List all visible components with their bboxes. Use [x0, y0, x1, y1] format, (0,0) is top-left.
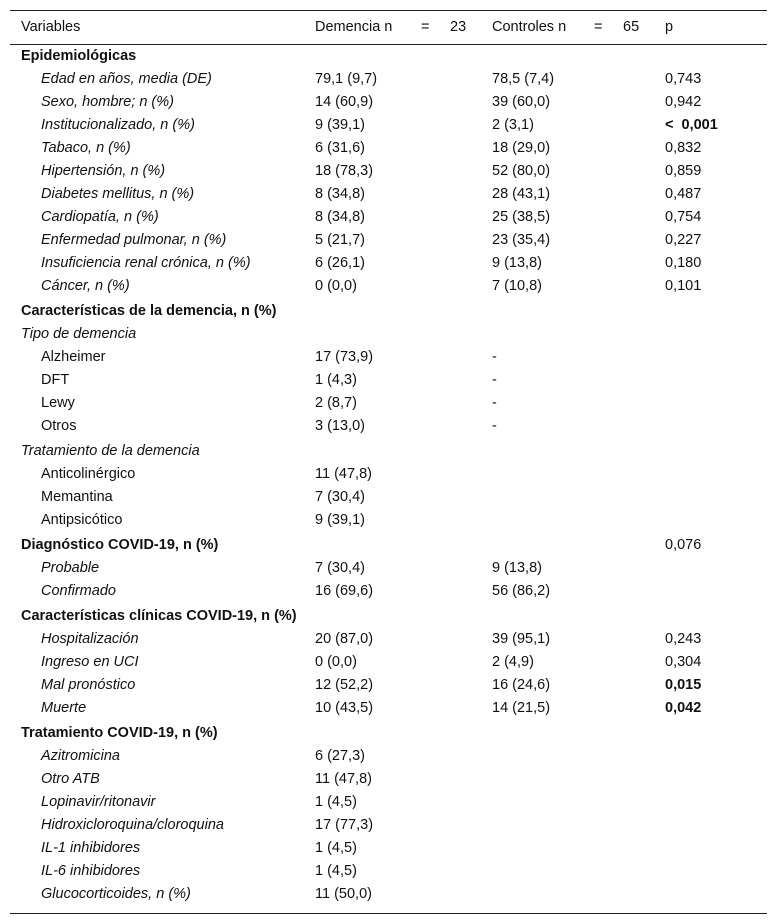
- section-row: [10, 45, 767, 68]
- cell-variable: Edad en años, media (DE): [41, 71, 212, 87]
- cell-variable: Diabetes mellitus, n (%): [41, 186, 195, 202]
- cell-variable: Enfermedad pulmonar, n (%): [41, 232, 227, 248]
- cell-variable: Glucocorticoides, n (%): [41, 886, 191, 902]
- cell-dementia: 79,1 (9,7): [315, 71, 378, 87]
- cell-dementia: 8 (34,8): [315, 209, 365, 225]
- header-controls-n: 65: [623, 19, 640, 35]
- cell-variable: Hipertensión, n (%): [41, 163, 166, 179]
- table-row: [10, 628, 767, 651]
- cell-p: 0,859: [665, 163, 702, 179]
- header-p: p: [665, 19, 674, 35]
- cell-dementia: 0 (0,0): [315, 654, 357, 670]
- cell-dementia: 6 (31,6): [315, 140, 365, 156]
- cell-dementia: 2 (8,7): [315, 395, 357, 411]
- cell-dementia: 12 (52,2): [315, 677, 374, 693]
- table-row: [10, 68, 767, 91]
- cell-controls: 9 (13,8): [492, 255, 542, 271]
- table-row: [10, 814, 767, 837]
- header-variables: Variables: [21, 19, 81, 35]
- table-row: [10, 91, 767, 114]
- table-row: [10, 369, 767, 392]
- cell-variable: Azitromicina: [41, 748, 120, 764]
- cell-variable: Institucionalizado, n (%): [41, 117, 195, 133]
- table-row: [10, 275, 767, 298]
- cell-variable: Otro ATB: [41, 771, 100, 787]
- cell-dementia: 6 (27,3): [315, 748, 365, 764]
- cell-controls: 2 (4,9): [492, 654, 534, 670]
- cell-variable: Características clínicas COVID-19, n (%): [21, 608, 297, 624]
- cell-p: 0,304: [665, 654, 702, 670]
- table-row: [10, 837, 767, 860]
- cell-controls: -: [492, 349, 497, 365]
- cell-controls: 78,5 (7,4): [492, 71, 555, 87]
- cell-dementia: 9 (39,1): [315, 512, 365, 528]
- cell-p: 0,015: [665, 677, 702, 693]
- cell-variable: Lewy: [41, 395, 75, 411]
- table-row: [10, 229, 767, 252]
- table-row: [10, 674, 767, 697]
- subsection-row: [10, 440, 767, 463]
- cell-controls: 2 (3,1): [492, 117, 534, 133]
- table-row: [10, 486, 767, 509]
- table-row: [10, 415, 767, 438]
- cell-variable: Sexo, hombre; n (%): [41, 94, 174, 110]
- table-row: [10, 160, 767, 183]
- table-row: [10, 346, 767, 369]
- cell-controls: -: [492, 418, 497, 434]
- header-dementia-label: Demencia n: [315, 19, 393, 35]
- cell-variable: Anticolinérgico: [41, 466, 136, 482]
- cell-p: < 0,001: [665, 117, 718, 133]
- cell-p: 0,042: [665, 700, 702, 716]
- results-table: [10, 10, 767, 914]
- cell-controls: 25 (38,5): [492, 209, 551, 225]
- cell-controls: 52 (80,0): [492, 163, 551, 179]
- cell-variable: Ingreso en UCI: [41, 654, 139, 670]
- cell-dementia: 3 (13,0): [315, 418, 365, 434]
- cell-controls: 16 (24,6): [492, 677, 551, 693]
- section-row: [10, 534, 767, 557]
- section-row: [10, 605, 767, 628]
- cell-variable: Otros: [41, 418, 77, 434]
- cell-variable: Tabaco, n (%): [41, 140, 131, 156]
- table-row: [10, 463, 767, 486]
- cell-dementia: 11 (47,8): [315, 771, 372, 787]
- table-row: [10, 392, 767, 415]
- cell-dementia: 1 (4,5): [315, 863, 357, 879]
- cell-p: 0,754: [665, 209, 702, 225]
- table-row: [10, 580, 767, 603]
- cell-variable: Mal pronóstico: [41, 677, 136, 693]
- cell-dementia: 17 (73,9): [315, 349, 374, 365]
- cell-variable: Muerte: [41, 700, 87, 716]
- table-header: [10, 11, 767, 45]
- cell-dementia: 16 (69,6): [315, 583, 374, 599]
- cell-dementia: 10 (43,5): [315, 700, 374, 716]
- cell-dementia: 8 (34,8): [315, 186, 365, 202]
- cell-p: 0,942: [665, 94, 702, 110]
- header-dementia-eq: =: [421, 19, 430, 35]
- cell-variable: IL-6 inhibidores: [41, 863, 141, 879]
- cell-controls: 23 (35,4): [492, 232, 551, 248]
- cell-variable: Tipo de demencia: [21, 326, 137, 342]
- cell-dementia: 18 (78,3): [315, 163, 374, 179]
- subsection-row: [10, 323, 767, 346]
- cell-variable: Características de la demencia, n (%): [21, 303, 277, 319]
- cell-controls: 39 (95,1): [492, 631, 551, 647]
- table-row: [10, 883, 767, 906]
- cell-dementia: 5 (21,7): [315, 232, 365, 248]
- cell-controls: 7 (10,8): [492, 278, 542, 294]
- cell-variable: Diagnóstico COVID-19, n (%): [21, 537, 219, 553]
- cell-variable: IL-1 inhibidores: [41, 840, 141, 856]
- cell-dementia: 14 (60,9): [315, 94, 374, 110]
- header-dementia-n: 23: [450, 19, 467, 35]
- table-row: [10, 183, 767, 206]
- cell-p: 0,101: [665, 278, 702, 294]
- header-controls-eq: =: [594, 19, 603, 35]
- cell-controls: 9 (13,8): [492, 560, 542, 576]
- cell-variable: Hidroxicloroquina/cloroquina: [41, 817, 224, 833]
- cell-variable: Antipsicótico: [41, 512, 123, 528]
- table-row: [10, 860, 767, 883]
- table-row: [10, 697, 767, 720]
- cell-dementia: 11 (47,8): [315, 466, 372, 482]
- cell-p: 0,832: [665, 140, 702, 156]
- table-row: [10, 509, 767, 532]
- table-row: [10, 768, 767, 791]
- cell-dementia: 7 (30,4): [315, 489, 365, 505]
- cell-p: 0,076: [665, 537, 702, 553]
- cell-controls: 39 (60,0): [492, 94, 551, 110]
- cell-dementia: 0 (0,0): [315, 278, 357, 294]
- table-row: [10, 206, 767, 229]
- cell-dementia: 1 (4,3): [315, 372, 357, 388]
- cell-dementia: 20 (87,0): [315, 631, 374, 647]
- cell-controls: 14 (21,5): [492, 700, 551, 716]
- cell-variable: Probable: [41, 560, 100, 576]
- table-row: [10, 557, 767, 580]
- header-controls-label: Controles n: [492, 19, 567, 35]
- cell-dementia: 9 (39,1): [315, 117, 365, 133]
- cell-variable: Alzheimer: [41, 349, 106, 365]
- cell-p: 0,243: [665, 631, 702, 647]
- table-row: [10, 651, 767, 674]
- cell-p: 0,180: [665, 255, 702, 271]
- cell-dementia: 11 (50,0): [315, 886, 372, 902]
- cell-dementia: 7 (30,4): [315, 560, 365, 576]
- cell-variable: Hospitalización: [41, 631, 139, 647]
- cell-p: 0,227: [665, 232, 702, 248]
- cell-dementia: 6 (26,1): [315, 255, 365, 271]
- cell-controls: -: [492, 395, 497, 411]
- cell-dementia: 1 (4,5): [315, 794, 357, 810]
- cell-variable: Tratamiento COVID-19, n (%): [21, 725, 218, 741]
- section-row: [10, 722, 767, 745]
- cell-p: 0,487: [665, 186, 702, 202]
- cell-variable: Epidemiológicas: [21, 48, 137, 64]
- table-row: [10, 137, 767, 160]
- cell-p: 0,743: [665, 71, 702, 87]
- cell-variable: Tratamiento de la demencia: [21, 443, 200, 459]
- cell-controls: -: [492, 372, 497, 388]
- cell-variable: Memantina: [41, 489, 113, 505]
- table-row: [10, 745, 767, 768]
- cell-variable: Lopinavir/ritonavir: [41, 794, 156, 810]
- cell-variable: Insuficiencia renal crónica, n (%): [41, 255, 251, 271]
- cell-dementia: 17 (77,3): [315, 817, 374, 833]
- table-row: [10, 114, 767, 137]
- cell-controls: 56 (86,2): [492, 583, 551, 599]
- cell-variable: DFT: [41, 372, 70, 388]
- cell-variable: Cardiopatía, n (%): [41, 209, 159, 225]
- section-row: [10, 300, 767, 323]
- cell-controls: 28 (43,1): [492, 186, 551, 202]
- cell-controls: 18 (29,0): [492, 140, 551, 156]
- cell-variable: Confirmado: [41, 583, 116, 599]
- cell-dementia: 1 (4,5): [315, 840, 357, 856]
- cell-variable: Cáncer, n (%): [41, 278, 130, 294]
- table-row: [10, 791, 767, 814]
- table-row: [10, 252, 767, 275]
